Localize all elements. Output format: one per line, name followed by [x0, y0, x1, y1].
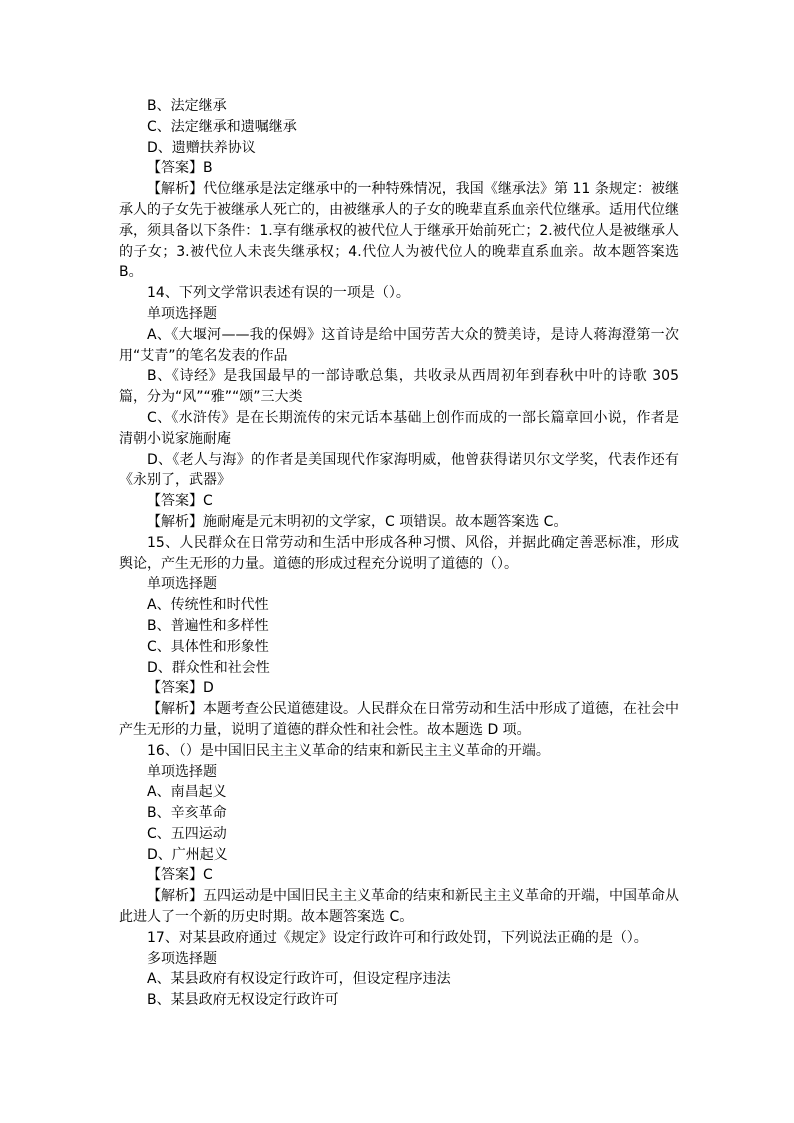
option-item: B、《诗经》是我国最早的一部诗歌总集，共收录从西周初年到春秋中叶的诗歌 305 篇，分为“风”“雅”“颂”三大类 [119, 368, 679, 406]
question-stem: 17、对某县政府通过《规定》设定行政许可和行政处罚，下列说法正确的是（）。 [147, 929, 648, 946]
question-stem: 15、人民群众在日常劳动和生活中形成各种习惯、风俗，并据此确定善恶标准，形成舆论，产生无形的力量。道德的形成过程充分说明了道德的（）。 [119, 534, 679, 572]
explanation-paragraph: 【解析】施耐庵是元末明初的文学家，C 项错误。故本题答案选 C。 [147, 513, 568, 530]
question-stem: 14、下列文学常识表述有误的一项是（）。 [147, 285, 410, 302]
option-item: B、某县政府无权设定行政许可 [147, 992, 339, 1009]
document-page [119, 96, 679, 1011]
option-item: D、广州起义 [147, 846, 228, 863]
option-item: D、群众性和社会性 [147, 659, 270, 676]
option-item: B、普遍性和多样性 [147, 617, 269, 634]
question-type-label: 单项选择题 [147, 576, 217, 593]
option-item: D、《老人与海》的作者是美国现代作家海明威，他曾获得诺贝尔文学奖，代表作还有《永别了，武器》 [119, 451, 679, 489]
explanation-paragraph: 【解析】五四运动是中国旧民主主义革命的结束和新民主主义革命的开端，中国革命从此进人了一个新的历史时期。故本题答案选 C。 [119, 888, 679, 926]
explanation-paragraph: 【解析】本题考查公民道德建设。人民群众在日常劳动和生活中形成了道德，在社会中产生无形的力量，说明了道德的群众性和社会性。故本题选 D 项。 [119, 701, 679, 738]
option-item: D、遗赠扶养协议 [147, 139, 256, 156]
option-item: C、五四运动 [147, 825, 227, 842]
option-item: C、《水浒传》是在长期流传的宋元话本基础上创作而成的一部长篇章回小说，作者是清朝小说家施耐庵 [119, 409, 679, 447]
option-item: A、南昌起义 [147, 784, 227, 801]
answer-line: 【答案】C [147, 867, 213, 884]
option-item: A、《大堰河——我的保姆》这首诗是给中国劳苦大众的赞美诗，是诗人蒋海澄第一次用“艾青”的笔名发表的作品 [119, 326, 679, 364]
explanation-paragraph: 【解析】代位继承是法定继承中的一种特殊情况，我国《继承法》第 11 条规定：被继承人的子女先于被继承人死亡的，由被继承人的子女的晚辈直系血亲代位继承。适用代位继承，须具备以下条件：1.享有继承权的被代位人于继承开始前死亡；2.被代位人是被继承人的子女；3.被代位人未丧失继承权；4.代位人为被代位人的晚辈直系血亲。故本题答案选 B。 [119, 181, 679, 281]
question-type-label: 多项选择题 [147, 950, 217, 967]
option-item: A、某县政府有权设定行政许可，但设定程序违法 [147, 971, 451, 988]
question-type-label: 单项选择题 [147, 305, 217, 322]
option-item: C、具体性和形象性 [147, 638, 269, 655]
question-stem: 16、（）是中国旧民主主义革命的结束和新民主主义革命的开端。 [147, 742, 550, 759]
answer-line: 【答案】D [147, 680, 214, 697]
answer-line: 【答案】B [147, 160, 213, 177]
option-item: B、辛亥革命 [147, 805, 227, 822]
option-item: A、传统性和时代性 [147, 597, 269, 614]
option-item: B、法定继承 [147, 98, 227, 114]
question-type-label: 单项选择题 [147, 763, 217, 780]
option-item: C、法定继承和遗嘱继承 [147, 118, 297, 135]
answer-line: 【答案】C [147, 493, 213, 510]
